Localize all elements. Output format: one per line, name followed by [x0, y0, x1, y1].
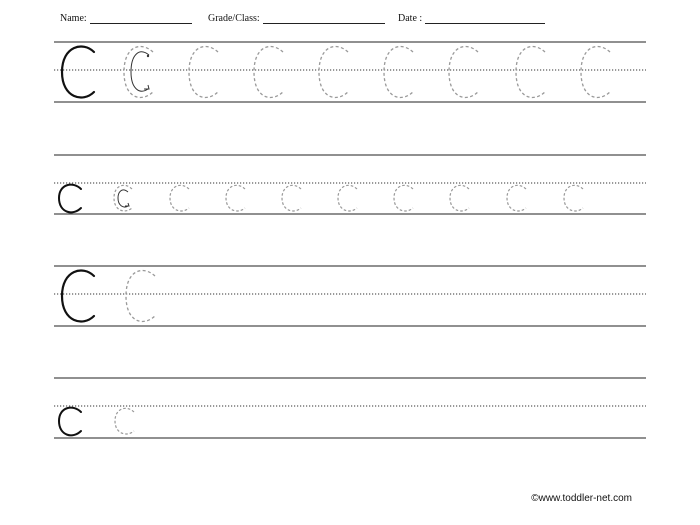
row-2-letters	[59, 185, 583, 213]
arrowhead-icon	[144, 85, 149, 89]
stroke-direction-arrow-icon	[118, 190, 128, 207]
name-label: Name:	[60, 13, 87, 24]
row-2-guides	[54, 155, 646, 214]
trace-letter-c-with-arrow	[114, 185, 132, 211]
arrowhead-icon	[125, 203, 129, 206]
model-letter-c	[62, 271, 94, 322]
trace-letter-c-with-arrow	[124, 47, 153, 98]
trace-letter-c	[507, 185, 526, 211]
trace-letter-c	[564, 185, 583, 211]
trace-letter-c	[115, 408, 134, 434]
trace-letter-c	[282, 185, 301, 211]
row-4-letters	[59, 408, 134, 436]
row-4-guides	[54, 378, 646, 438]
trace-letter-c	[449, 47, 478, 98]
copyright-footer: ©www.toddler-net.com	[531, 493, 632, 504]
row-3-guides	[54, 266, 646, 326]
trace-letter-c	[338, 185, 357, 211]
trace-letter-c	[226, 185, 245, 211]
trace-letter-c	[516, 47, 545, 98]
trace-letter-c	[189, 47, 218, 98]
grade-label: Grade/Class:	[208, 13, 260, 24]
trace-letter-c	[581, 47, 610, 98]
trace-letter-c	[319, 47, 348, 98]
model-letter-c	[62, 47, 94, 98]
trace-letter-c	[126, 271, 155, 322]
trace-letter-c	[384, 47, 413, 98]
date-label: Date :	[398, 13, 423, 24]
row-1-guides	[54, 42, 646, 102]
row-3-letters	[62, 271, 155, 322]
trace-letter-c	[170, 185, 189, 211]
trace-letter-c	[450, 185, 469, 211]
start-dot-icon	[147, 55, 149, 57]
row-1-letters	[62, 47, 610, 98]
model-letter-c	[59, 185, 81, 213]
stroke-direction-arrow-icon	[131, 52, 149, 91]
model-letter-c	[59, 408, 81, 436]
trace-letter-c	[394, 185, 413, 211]
trace-letter-c	[254, 47, 283, 98]
